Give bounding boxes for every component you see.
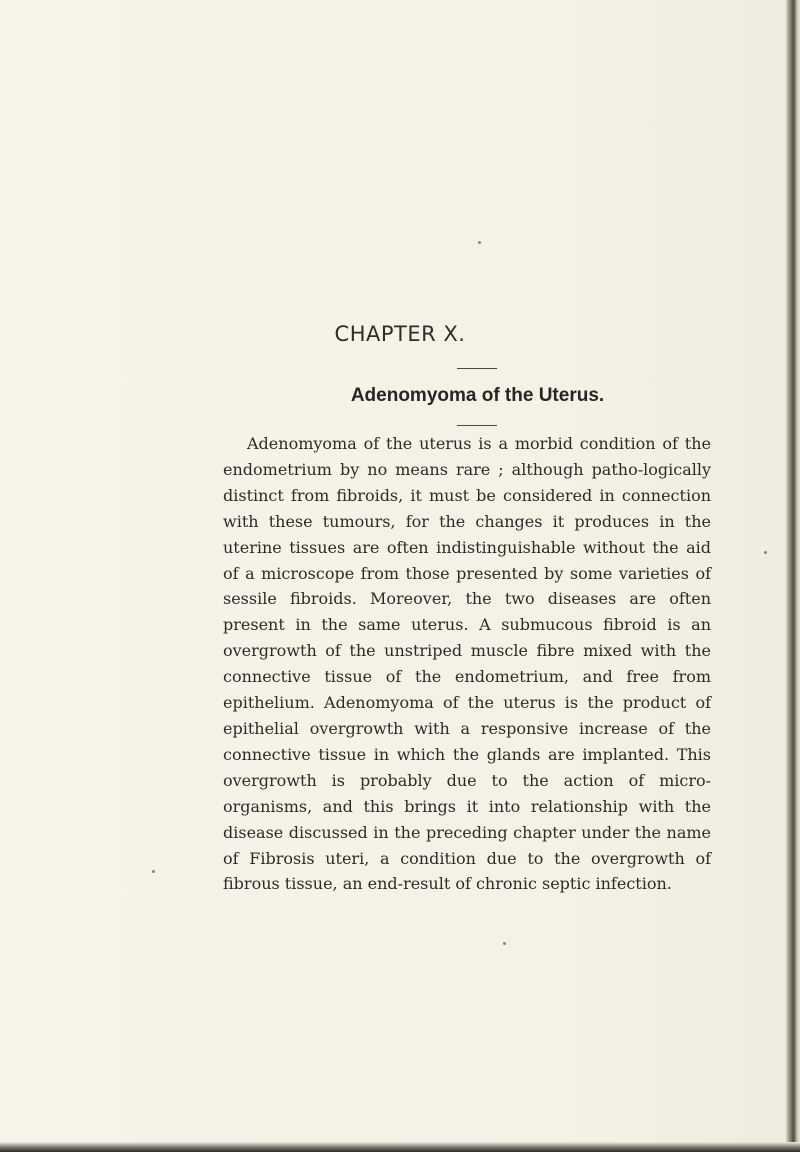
page-edge-bottom: [0, 1142, 800, 1152]
paper-speck: [478, 241, 481, 244]
paper-speck: [764, 551, 767, 554]
chapter-heading: CHAPTER X.: [334, 322, 466, 346]
title-rule-bottom: [457, 425, 497, 426]
body-paragraph: Adenomyoma of the uterus is a morbid condition of the endometrium by no means rare ; although patho-logically distinct from fibroids, it must be considered in connection with these tumours, for the changes it produces in the uterine tissues are often indistinguishable without the aid of a microscope from those presented by some varieties of sessile fibroids. Moreover, the two diseases are often present in the same uterus. A submucous fibroid is an overgrowth of the unstriped muscle fibre mixed with the connective tissue of the endometrium, and free from epithelium. Adenomyoma of the uterus is the product of epithelial overgrowth with a responsive increase of the connective tissue in which the glands are implanted. This overgrowth is probably due to the action of micro-organisms, and this brings it into relationship with the disease discussed in the preceding chapter under the name of Fibrosis uteri, a condition due to the overgrowth of fibrous tissue, an end-result of chronic septic infection.: [223, 434, 711, 894]
chapter-title: Adenomyoma of the Uterus.: [350, 385, 605, 406]
paper-speck: [503, 942, 506, 945]
page-edge-right: [786, 0, 800, 1152]
title-rule-top: [457, 368, 497, 369]
paper-speck: [152, 870, 155, 873]
